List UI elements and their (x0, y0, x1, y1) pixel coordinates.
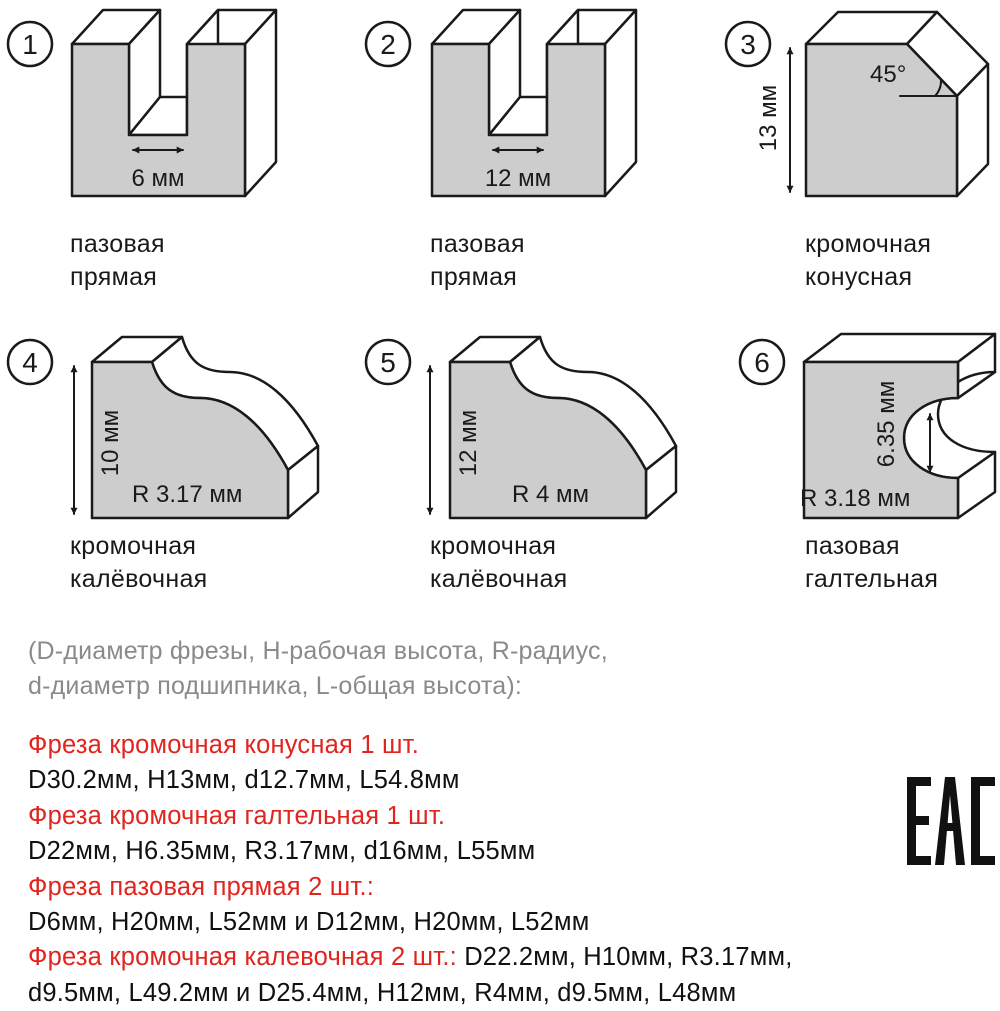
bit-3-dimension-label: 13 мм (755, 84, 782, 152)
bit-5-number: 5 (380, 347, 396, 378)
bit-5-dimension-label: 12 мм (455, 409, 482, 477)
bit-3-chamfer-45 (726, 12, 988, 196)
bit-6-caption-line2: галтельная (805, 565, 939, 593)
bit-2-number: 2 (380, 29, 396, 60)
spec-4-title: Фреза кромочная калевочная 2 шт.: (28, 943, 457, 972)
spec-4-details: d9.5мм, L49.2мм и D25.4мм, H12мм, R4мм, d9.5мм, L48мм (28, 978, 737, 1007)
bit-1-number: 1 (22, 29, 38, 60)
bit-4-radius-label: R 3.17 мм (132, 481, 243, 508)
bit-4-caption-line2: калёвочная (70, 565, 208, 593)
bit-6-cove-groove (740, 334, 995, 518)
bit-2-right-side (605, 10, 636, 196)
bit-5-caption-line2: калёвочная (430, 565, 568, 593)
bit-5-radius-label: R 4 мм (512, 481, 590, 508)
bit-2-caption (430, 228, 525, 294)
spec-3-title: Фреза пазовая прямая 2 шт.: (28, 872, 375, 901)
bit-4-dimension-label: 10 мм (97, 409, 124, 477)
bit-1-straight-groove-6mm (8, 10, 276, 196)
bit-5-caption-line1: кромочная (430, 532, 557, 560)
bit-6-radius-label: R 3.18 мм (800, 485, 911, 512)
spec-1-title: Фреза кромочная конусная 1 шт. (28, 731, 420, 759)
bit-2-caption-line1: пазовая (430, 230, 525, 258)
bit-1-caption-line1: пазовая (70, 230, 165, 258)
bit-1-caption (70, 228, 165, 294)
spec-4-title-row (28, 940, 1000, 975)
spec-2-details: D22мм, H6.35мм, R3.17мм, d16мм, L55мм (28, 837, 536, 866)
bit-5-ogee-r4 (366, 337, 676, 518)
spec-4-details-inline: D22.2мм, H10мм, R3.17мм, (456, 943, 793, 972)
spec-2-title: Фреза кромочная галтельная 1 шт. (28, 801, 446, 830)
bit-6-caption-line1: пазовая (805, 532, 900, 560)
bit-3-caption (805, 228, 931, 294)
bit-4-caption-line1: кромочная (70, 532, 197, 560)
bit-3-angle-label: 45° (870, 61, 907, 88)
bit-1-caption-line2: прямая (70, 263, 158, 291)
bit-3-caption-line2: конусная (805, 263, 913, 291)
bit-6-number: 6 (754, 347, 770, 378)
bit-3-caption-line1: кромочная (805, 230, 932, 258)
bit-1-right-side (245, 10, 276, 196)
legend-line-1: (D-диаметр фрезы, H-рабочая высота, R-радиус, (28, 637, 608, 665)
specifications-list (28, 728, 1000, 1011)
bit-2-straight-groove-12mm (366, 10, 636, 196)
bit-5-caption (430, 530, 568, 596)
legend-line-2: d-диаметр подшипника, L-общая высота): (28, 672, 523, 700)
spec-3-details: D6мм, H20мм, L52мм и D12мм, H20мм, L52мм (28, 908, 590, 937)
bit-6-caption (805, 530, 938, 596)
bit-4-ogee-r317 (8, 337, 318, 518)
bit-1-dimension-label: 6 мм (131, 165, 185, 192)
bit-6-dimension-label: 6.35 мм (873, 380, 900, 468)
bit-2-dimension-label: 12 мм (484, 165, 552, 192)
bit-2-caption-line2: прямая (430, 263, 518, 291)
spec-1-details: D30.2мм, H13мм, d12.7мм, L54.8мм (28, 766, 460, 795)
bit-4-number: 4 (22, 347, 38, 378)
bit-4-caption (70, 530, 208, 596)
abbreviation-legend (28, 634, 608, 704)
bit-3-number: 3 (740, 29, 756, 60)
eac-certification-mark (905, 775, 997, 867)
